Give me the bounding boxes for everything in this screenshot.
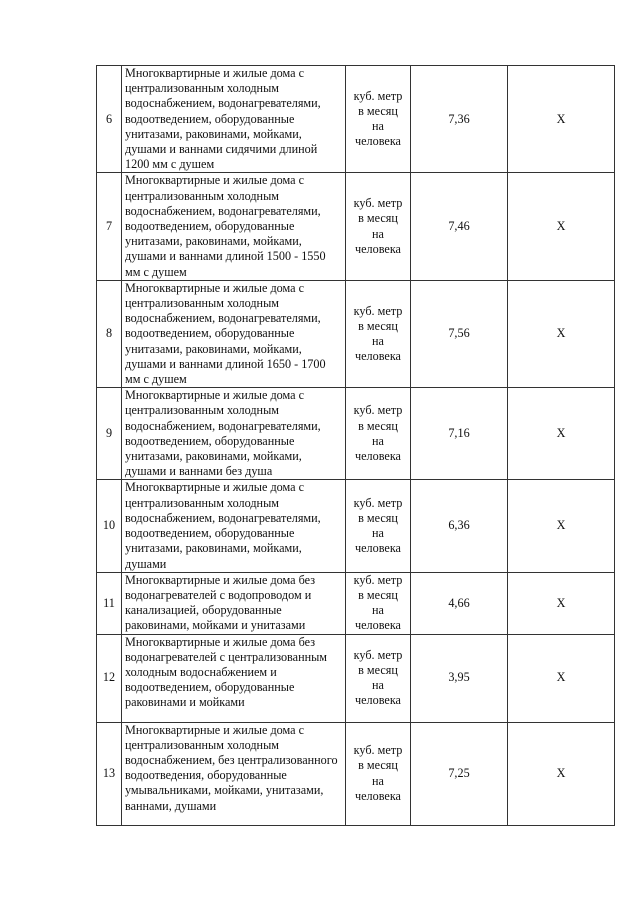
row-unit [346, 66, 411, 173]
unit-line: человека [355, 449, 401, 464]
unit-line: на [372, 119, 384, 134]
row-number: 11 [97, 572, 122, 634]
row-number: 10 [97, 480, 122, 572]
unit-line: куб. метр [353, 403, 403, 418]
unit-line: в месяц [358, 418, 398, 433]
row-description: Многоквартирные и жилые дома с централизованным холодным водоснабжением, водонагревателями, водоотведением, оборудованные унитазами, раковинами, мойками, душами и ваннами сидячими длиной 1200 мм с душем [122, 66, 346, 173]
row-unit [346, 572, 411, 634]
unit-line: в месяц [358, 318, 398, 333]
table-row [97, 572, 615, 634]
table-body [97, 66, 615, 826]
table-row [97, 388, 615, 480]
row-description: Многоквартирные и жилые дома без водонагревателей с централизованным холодным водоснабжением и водоотведением, оборудованные раковинами и мойками [122, 634, 346, 722]
unit-line: на [372, 603, 384, 618]
unit-line: человека [355, 241, 401, 256]
row-mark: X [508, 173, 615, 280]
unit-line: в месяц [358, 662, 398, 677]
row-value: 7,16 [411, 388, 508, 480]
unit-line: на [372, 226, 384, 241]
table-row [97, 66, 615, 173]
row-number: 7 [97, 173, 122, 280]
table-row [97, 722, 615, 825]
unit-line: куб. метр [353, 495, 403, 510]
row-unit [346, 634, 411, 722]
row-mark: X [508, 572, 615, 634]
table-row [97, 480, 615, 572]
row-number: 8 [97, 280, 122, 387]
unit-line: куб. метр [353, 88, 403, 103]
row-mark: X [508, 722, 615, 825]
unit-line: куб. метр [353, 572, 403, 587]
row-mark: X [508, 66, 615, 173]
unit-line: на [372, 678, 384, 693]
row-unit [346, 173, 411, 280]
row-value: 7,56 [411, 280, 508, 387]
unit-line: человека [355, 349, 401, 364]
row-description: Многоквартирные и жилые дома с централизованным холодным водоснабжением, водонагревателями, водоотведением, оборудованные унитазами, раковинами, мойками, душами и ваннами без душа [122, 388, 346, 480]
row-mark: X [508, 634, 615, 722]
unit-line: в месяц [358, 758, 398, 773]
row-unit [346, 388, 411, 480]
row-description: Многоквартирные и жилые дома с централизованным холодным водоснабжением, без централизованного водоотведения, оборудованные умывальниками, мойками, унитазами, ваннами, душами [122, 722, 346, 825]
unit-line: куб. метр [353, 196, 403, 211]
table-row [97, 173, 615, 280]
row-value: 7,25 [411, 722, 508, 825]
unit-line: на [372, 334, 384, 349]
row-mark: X [508, 388, 615, 480]
row-description: Многоквартирные и жилые дома без водонагревателей с водопроводом и канализацией, оборудованные раковинами, мойками и унитазами [122, 572, 346, 634]
row-value: 7,46 [411, 173, 508, 280]
row-value: 7,36 [411, 66, 508, 173]
unit-line: человека [355, 788, 401, 803]
norms-table [96, 65, 615, 826]
unit-line: в месяц [358, 587, 398, 602]
row-description: Многоквартирные и жилые дома с централизованным холодным водоснабжением, водонагревателями, водоотведением, оборудованные унитазами, раковинами, мойками, душами и ваннами длиной 1650 - 1700 мм с душем [122, 280, 346, 387]
row-mark: X [508, 480, 615, 572]
row-description: Многоквартирные и жилые дома с централизованным холодным водоснабжением, водонагревателями, водоотведением, оборудованные унитазами, раковинами, мойками, душами [122, 480, 346, 572]
unit-line: человека [355, 693, 401, 708]
row-unit [346, 722, 411, 825]
table-row [97, 634, 615, 722]
unit-line: человека [355, 618, 401, 633]
unit-line: на [372, 433, 384, 448]
unit-line: в месяц [358, 104, 398, 118]
unit-line: в месяц [358, 211, 398, 226]
row-number: 13 [97, 722, 122, 825]
row-value: 6,36 [411, 480, 508, 572]
row-number: 9 [97, 388, 122, 480]
row-value: 3,95 [411, 634, 508, 722]
unit-line: на [372, 773, 384, 788]
row-unit [346, 480, 411, 572]
row-mark: X [508, 280, 615, 387]
row-number: 6 [97, 66, 122, 173]
table-row [97, 280, 615, 387]
row-value: 4,66 [411, 572, 508, 634]
unit-line: человека [355, 134, 401, 149]
unit-line: человека [355, 541, 401, 556]
row-number: 12 [97, 634, 122, 722]
unit-line: в месяц [358, 510, 398, 525]
unit-line: куб. метр [353, 743, 403, 758]
row-unit [346, 280, 411, 387]
unit-line: куб. метр [353, 647, 403, 662]
row-description: Многоквартирные и жилые дома с централизованным холодным водоснабжением, водонагревателями, водоотведением, оборудованные унитазами, раковинами, мойками, душами и ваннами длиной 1500 - 1550 мм с душем [122, 173, 346, 280]
unit-line: на [372, 526, 384, 541]
unit-line: куб. метр [353, 303, 403, 318]
